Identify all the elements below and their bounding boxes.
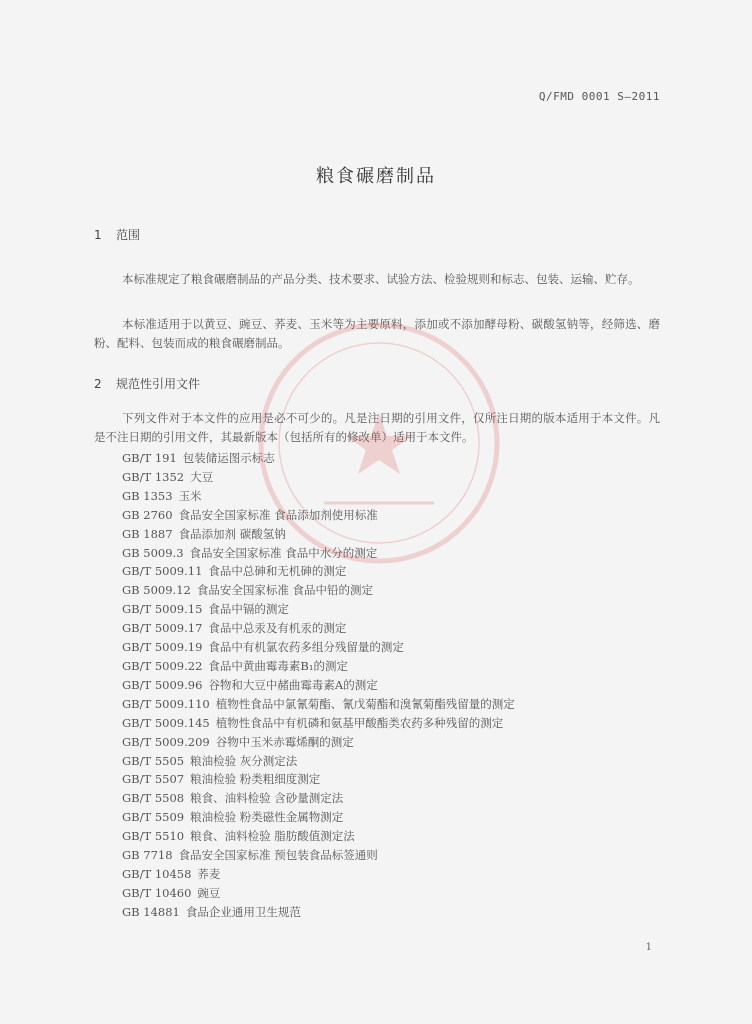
reference-item <box>122 733 515 752</box>
reference-name: 食品中有机氯农药多组分残留量的测定 <box>208 640 404 655</box>
reference-name: 食品企业通用卫生规范 <box>185 904 301 919</box>
reference-code: GB 14881 <box>122 904 180 919</box>
section-heading-references <box>94 375 200 392</box>
reference-item <box>122 468 515 487</box>
section-heading-scope <box>94 226 140 243</box>
reference-name: 食品安全国家标准 食品中铅的测定 <box>196 583 374 598</box>
reference-name: 植物性食品中有机磷和氨基甲酸酯类农药多种残留的测定 <box>215 715 504 730</box>
reference-item <box>122 525 515 544</box>
section-number: 1 <box>94 228 102 242</box>
reference-item <box>122 619 515 638</box>
reference-item <box>122 600 515 619</box>
reference-code: GB/T 191 <box>122 451 177 465</box>
reference-item <box>122 638 515 657</box>
reference-item <box>122 657 515 676</box>
reference-item <box>122 846 515 865</box>
reference-name: 荞麦 <box>197 866 221 881</box>
reference-code: GB/T 5505 <box>122 753 185 768</box>
reference-code: GB/T 5009.11 <box>122 564 203 579</box>
reference-name: 豌豆 <box>197 885 221 900</box>
reference-code: GB/T 5009.209 <box>122 734 210 749</box>
reference-name: 包装储运图示标志 <box>182 451 275 465</box>
reference-code: GB/T 1352 <box>122 469 185 484</box>
standard-code: Q/FMD 0001 S—2011 <box>538 90 660 103</box>
reference-item <box>122 487 515 506</box>
reference-code: GB/T 5009.96 <box>122 677 203 692</box>
reference-name: 粮食、油料检验 脂肪酸值测定法 <box>190 829 355 844</box>
section-number: 2 <box>94 377 102 391</box>
reference-item <box>122 544 515 563</box>
reference-item <box>122 770 515 789</box>
reference-name: 食品中镉的测定 <box>208 602 289 617</box>
reference-code: GB/T 5009.15 <box>122 602 203 617</box>
reference-code: GB 5009.3 <box>122 545 184 560</box>
reference-name: 食品中总砷和无机砷的测定 <box>208 564 347 579</box>
reference-name: 食品中总汞及有机汞的测定 <box>208 621 347 636</box>
reference-item <box>122 506 515 525</box>
reference-item <box>122 827 515 846</box>
reference-item <box>122 449 515 468</box>
reference-item <box>122 808 515 827</box>
reference-name: 植物性食品中氯氰菊酯、氰戊菊酯和溴氰菊酯残留量的测定 <box>215 696 515 711</box>
reference-code: GB 5009.12 <box>122 583 191 598</box>
reference-code: GB/T 5508 <box>122 791 185 806</box>
page-number: 1 <box>645 942 652 953</box>
paragraph-scope-1: 本标准规定了粮食碾磨制品的产品分类、技术要求、试验方法、检验规则和标志、包装、运输、贮存。 <box>122 272 640 286</box>
reference-code: GB/T 5009.22 <box>122 658 203 673</box>
reference-item <box>122 714 515 733</box>
paragraph-scope-2: 本标准适用于以黄豆、豌豆、荞麦、玉米等为主要原料，添加或不添加酵母粉、碳酸氢钠等，经筛选、磨粉、配料、包装而成的粮食碾磨制品。 <box>94 317 660 350</box>
reference-code: GB/T 5510 <box>122 829 185 844</box>
reference-item <box>122 676 515 695</box>
reference-name: 粮油检验 粉类粗细度测定 <box>190 772 321 787</box>
reference-code: GB/T 10460 <box>122 885 192 900</box>
section-title: 规范性引用文件 <box>116 377 201 391</box>
reference-code: GB/T 5507 <box>122 772 185 787</box>
reference-code: GB/T 10458 <box>122 866 192 881</box>
reference-item <box>122 562 515 581</box>
reference-name: 粮食、油料检验 含砂量测定法 <box>190 791 344 806</box>
reference-item <box>122 581 515 600</box>
reference-item <box>122 695 515 714</box>
reference-list <box>122 449 515 922</box>
reference-name: 食品安全国家标准 食品添加剂使用标准 <box>178 507 378 522</box>
reference-item <box>122 865 515 884</box>
reference-name: 大豆 <box>190 469 214 484</box>
reference-item <box>122 752 515 771</box>
paragraph-references-intro: 下列文件对于本文件的应用是必不可少的。凡是注日期的引用文件，仅所注日期的版本适用于本文件。凡是不注日期的引用文件，其最新版本（包括所有的修改单）适用于本文件。 <box>94 411 660 444</box>
reference-code: GB/T 5509 <box>122 810 185 825</box>
reference-code: GB 2760 <box>122 507 173 522</box>
reference-code: GB/T 5009.19 <box>122 640 203 655</box>
document-title: 粮食碾磨制品 <box>316 166 436 187</box>
reference-name: 粮油检验 灰分测定法 <box>190 753 298 768</box>
reference-code: GB 7718 <box>122 848 173 863</box>
reference-code: GB/T 5009.110 <box>122 696 210 711</box>
reference-item <box>122 903 515 922</box>
reference-code: GB/T 5009.17 <box>122 621 203 636</box>
reference-name: 谷物和大豆中赭曲霉毒素A的测定 <box>208 677 378 692</box>
reference-name: 食品添加剂 碳酸氢钠 <box>178 526 286 541</box>
reference-code: GB 1353 <box>122 488 173 503</box>
reference-name: 食品中黄曲霉毒素B₁的测定 <box>208 658 348 673</box>
reference-code: GB/T 5009.145 <box>122 715 210 730</box>
reference-name: 食品安全国家标准 食品中水分的测定 <box>189 545 378 560</box>
reference-name: 食品安全国家标准 预包装食品标签通则 <box>178 848 378 863</box>
reference-code: GB 1887 <box>122 526 173 541</box>
reference-name: 谷物中玉米赤霉烯酮的测定 <box>215 734 354 749</box>
section-title: 范围 <box>116 228 141 242</box>
reference-item <box>122 884 515 903</box>
reference-name: 粮油检验 粉类磁性金属物测定 <box>190 810 344 825</box>
reference-item <box>122 789 515 808</box>
reference-name: 玉米 <box>178 488 202 503</box>
